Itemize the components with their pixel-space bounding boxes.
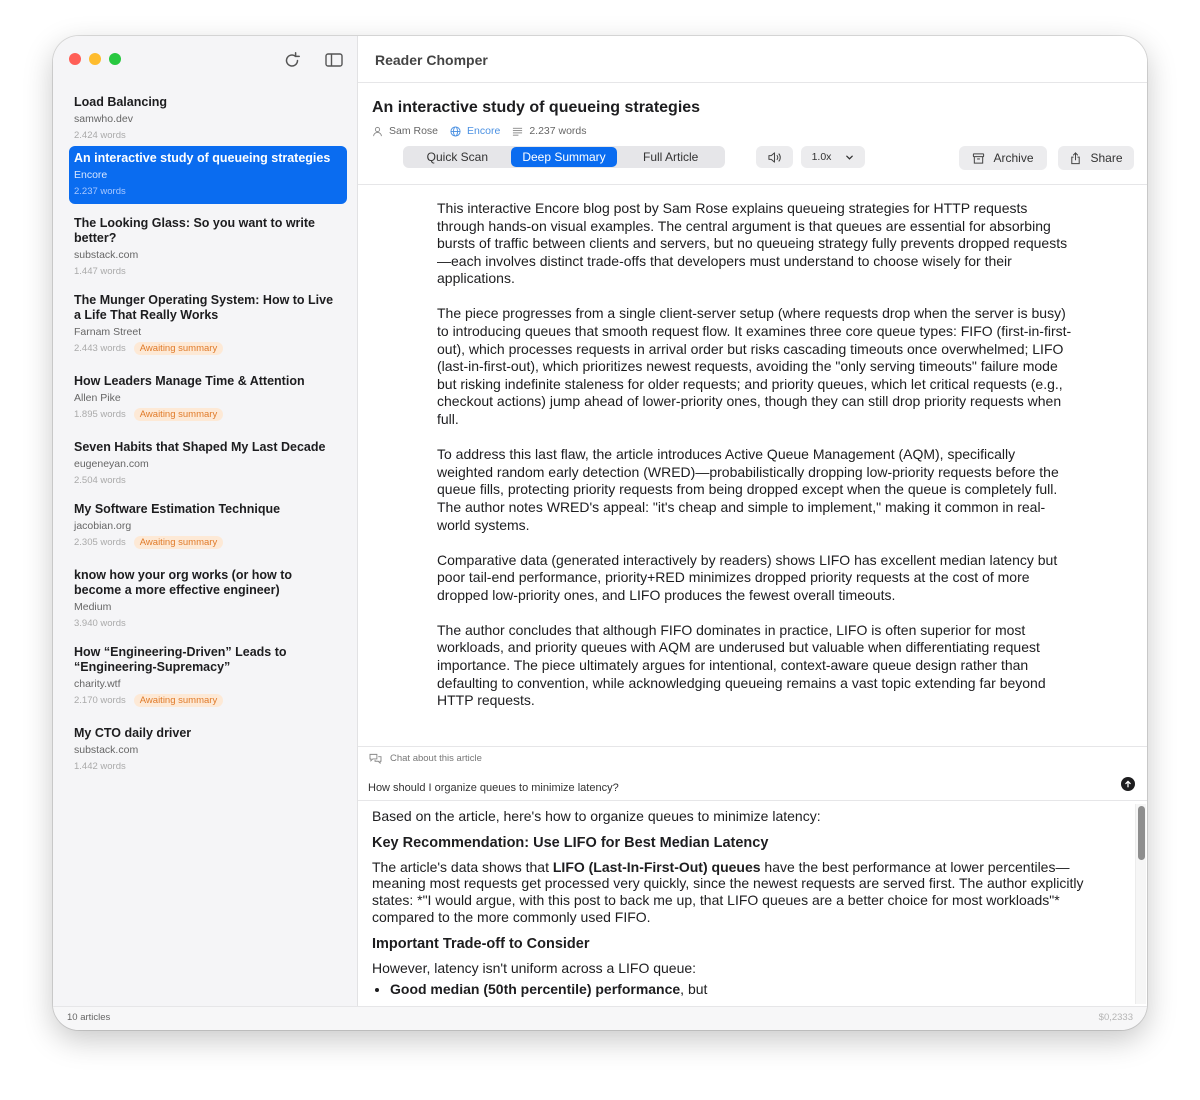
window-controls xyxy=(69,53,121,65)
minimize-window-button[interactable] xyxy=(89,53,101,65)
article-list-item[interactable] xyxy=(69,721,347,779)
article-item-words: 1.447 words xyxy=(74,266,126,277)
article-title: An interactive study of queueing strategies xyxy=(372,99,701,116)
zoom-window-button[interactable] xyxy=(109,53,121,65)
text-run-bold: Good median (50th percentile) performance xyxy=(390,981,681,998)
share-icon xyxy=(1069,152,1082,165)
view-mode-segmented-control xyxy=(403,146,725,168)
article-item-source: Encore xyxy=(74,169,108,181)
article-list-item[interactable] xyxy=(69,640,347,713)
article-list-item[interactable] xyxy=(69,497,347,555)
chat-header xyxy=(369,753,482,764)
article-list-item[interactable] xyxy=(69,435,347,493)
playback-speed-value: 1.0x xyxy=(811,151,832,163)
article-item-words: 2.504 words xyxy=(74,475,126,486)
quick-scan-tab[interactable]: Quick Scan xyxy=(426,150,489,164)
archive-button[interactable] xyxy=(959,146,1047,170)
chat-response-list xyxy=(372,981,1122,998)
divider xyxy=(358,800,1147,801)
summary-paragraph: To address this last flaw, the article introduces Active Queue Management (AQM), specifically weighted random early detection (WRED)—probabilistically dropping low-priority requests before the queue fills, protecting priority requests from being dropped except when the queue is completely full. The author notes WRED's appeal: "it's cheap and simple to implement," making it common in real-world systems. xyxy=(437,446,1059,533)
awaiting-summary-badge: Awaiting summary xyxy=(134,536,223,549)
text-run: , but xyxy=(680,981,708,998)
send-button[interactable] xyxy=(1121,777,1135,791)
article-item-source: substack.com xyxy=(74,744,139,756)
divider xyxy=(358,82,1147,83)
chevron-down-icon xyxy=(845,153,854,162)
chat-response-paragraph: However, latency isn't uniform across a LIFO queue: xyxy=(372,959,697,976)
article-item-title: The Looking Glass: So you want to write better? xyxy=(74,216,315,245)
close-window-button[interactable] xyxy=(69,53,81,65)
text-run: The article's data shows that xyxy=(372,858,553,875)
article-list-item[interactable] xyxy=(69,288,347,361)
awaiting-summary-badge: Awaiting summary xyxy=(134,694,223,707)
share-button[interactable] xyxy=(1058,146,1134,170)
article-item-words: 1.895 words xyxy=(74,409,126,420)
chat-response xyxy=(372,808,1122,1004)
awaiting-summary-badge: Awaiting summary xyxy=(134,342,223,355)
article-list-item[interactable] xyxy=(69,563,347,636)
article-item-source: Medium xyxy=(74,601,112,613)
main-pane xyxy=(358,36,1147,1006)
person-icon xyxy=(372,126,383,137)
text-run-bold: LIFO (Last-In-First-Out) queues xyxy=(552,858,761,875)
divider xyxy=(358,184,1147,185)
status-bar xyxy=(53,1006,1147,1030)
chat-response-heading: Important Trade-off to Consider xyxy=(372,935,590,952)
chat-response-paragraph xyxy=(372,859,1122,926)
article-item-title: The Munger Operating System: How to Live a Life That Really Works xyxy=(74,293,334,322)
article-item-source: eugeneyan.com xyxy=(74,458,149,470)
article-item-source: Allen Pike xyxy=(74,392,121,404)
article-list-item[interactable] xyxy=(69,90,347,148)
globe-icon xyxy=(450,126,461,137)
article-item-source: charity.wtf xyxy=(74,678,121,690)
audio-button[interactable] xyxy=(756,146,793,168)
article-item-title: know how your org works (or how to become a more effective engineer) xyxy=(74,568,293,597)
article-item-title: How “Engineering-Driven” Leads to “Engineering-Supremacy” xyxy=(74,645,287,674)
share-label: Share xyxy=(1090,151,1123,165)
article-count: 10 articles xyxy=(67,1012,111,1023)
article-item-title: How Leaders Manage Time & Attention xyxy=(74,374,305,388)
summary-content xyxy=(437,200,1073,727)
article-item-title: My Software Estimation Technique xyxy=(74,502,281,516)
deep-summary-tab[interactable]: Deep Summary xyxy=(511,147,618,167)
article-item-words: 1.442 words xyxy=(74,761,126,772)
article-list-item-selected[interactable] xyxy=(69,146,347,204)
article-item-words: 2.305 words xyxy=(74,537,126,548)
sidebar-icon xyxy=(324,50,344,70)
article-item-title: Seven Habits that Shaped My Last Decade xyxy=(74,440,326,454)
full-article-tab[interactable]: Full Article xyxy=(643,150,699,164)
arrow-up-icon xyxy=(1124,780,1132,788)
chat-response-bullet xyxy=(390,981,1122,998)
article-word-count: 2.237 words xyxy=(529,125,587,137)
archive-label: Archive xyxy=(993,151,1034,165)
article-item-words: 2.443 words xyxy=(74,343,126,354)
article-author: Sam Rose xyxy=(389,125,439,137)
awaiting-summary-badge: Awaiting summary xyxy=(134,408,223,421)
article-list-item[interactable] xyxy=(69,369,347,427)
divider xyxy=(358,746,1147,747)
article-item-title: Load Balancing xyxy=(74,95,168,109)
chat-label: Chat about this article xyxy=(390,753,482,764)
article-item-words: 2.237 words xyxy=(74,186,126,197)
refresh-icon xyxy=(282,50,302,70)
article-item-source: Farnam Street xyxy=(74,326,142,338)
sidebar-toggle-button[interactable] xyxy=(324,50,344,70)
speaker-icon xyxy=(767,151,782,164)
article-list-item[interactable] xyxy=(69,211,347,284)
article-item-words: 3.940 words xyxy=(74,618,126,629)
refresh-button[interactable] xyxy=(282,50,302,70)
article-item-title: My CTO daily driver xyxy=(74,726,192,740)
article-item-title: An interactive study of queueing strategies xyxy=(74,151,331,165)
text-lines-icon xyxy=(512,126,523,137)
chat-input[interactable] xyxy=(368,779,1128,797)
article-meta xyxy=(372,125,599,137)
article-item-source: substack.com xyxy=(74,249,139,261)
article-item-source: jacobian.org xyxy=(74,520,132,532)
cost-total: $0,2333 xyxy=(1098,1012,1133,1023)
playback-speed-select[interactable] xyxy=(801,146,865,168)
summary-paragraph: This interactive Encore blog post by Sam Rose explains queueing strategies for HTTP requests through hands-on visual examples. The central argument is that queues are essential for absorbing bursts of traffic between clients and servers, but no queueing strategy fully prevents dropped requests—each involves distinct trade-offs that developers must understand to choose wisely for their applications. xyxy=(437,200,1068,287)
archive-icon xyxy=(972,152,985,165)
article-item-source: samwho.dev xyxy=(74,113,133,125)
article-item-words: 2.170 words xyxy=(74,695,126,706)
chat-response-intro: Based on the article, here's how to organize queues to minimize latency: xyxy=(372,808,821,824)
app-title: Reader Chomper xyxy=(375,52,488,68)
chat-scrollbar[interactable] xyxy=(1135,804,1146,1004)
text-run: have the best performance at lower percentiles—meaning most requests get processed very quickly, since the newest requests are served first. The author explicitly states: *"I would argue, with this post to back me up, that LIFO queues are a better choice for most workloads"* compared to the more commonly used FIFO. xyxy=(372,858,1084,925)
sidebar xyxy=(53,36,358,1006)
article-source-link[interactable]: Encore xyxy=(467,125,501,137)
summary-paragraph: The piece progresses from a single client-server setup (where requests drop when the server is busy) to introducing queues that smooth request flow. It examines three core queue types: FIFO (first-in-first-out), which processes requests in arrival order but risks cascading timeouts once overwhelmed; LIFO (last-in-first-out), which prioritizes newest requests, avoiding the "only serving timeouts" failure mode but risking indefinite staleness for older requests; and priority queues, which let critical requests (e.g., checkout actions) jump ahead of lower-priority ones, though they can still drop priority requests when full. xyxy=(437,305,1072,428)
app-window xyxy=(53,36,1147,1030)
summary-paragraph: The author concludes that although FIFO dominates in practice, LIFO is often superior for most workloads, and priority queues with AQM are underused but valuable when differentiating request importance. The piece ultimately argues for intentional, context-aware queue design rather than defaulting to convention, while acknowledging queueing remains a vast topic extending far beyond HTTP requests. xyxy=(437,621,1046,709)
chat-response-heading: Key Recommendation: Use LIFO for Best Median Latency xyxy=(372,834,769,851)
chat-bubbles-icon xyxy=(369,753,382,764)
scrollbar-thumb[interactable] xyxy=(1138,806,1145,860)
article-item-words: 2.424 words xyxy=(74,130,126,141)
summary-paragraph: Comparative data (generated interactively by readers) shows LIFO has excellent median latency but poor tail-end performance, priority+RED minimizes dropped priority requests at the cost of more dropped low-priority ones, and LIFO produces the fewest overall timeouts. xyxy=(437,551,1058,603)
